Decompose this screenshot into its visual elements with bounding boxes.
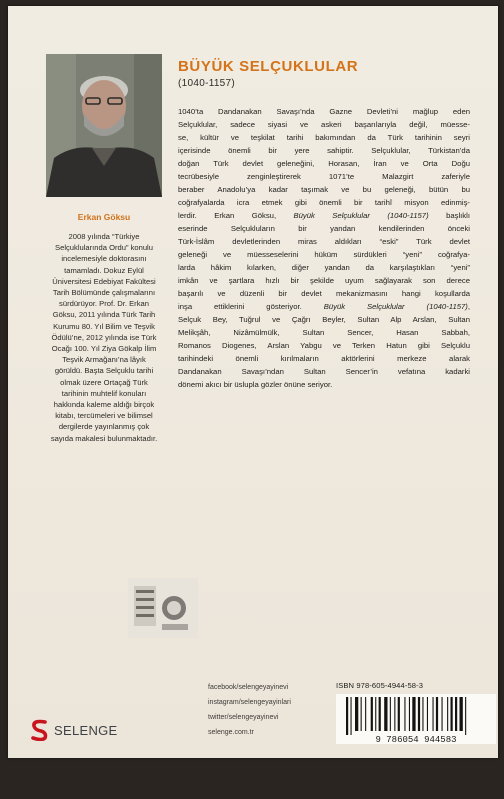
description-line: başarılı ve düzenli bir devlet mekanizmasını hangi koşullarda <box>178 289 470 298</box>
description-line: lerdir. Erkan Göksu, Büyük Selçuklular (1040-1157) başlıklı <box>178 211 470 220</box>
bio-line: sürdürüyor. Prof. Dr. Erkan <box>59 299 149 309</box>
description-line: doğan Türk devlet geleneğini, Horasan, İran ve Orta Doğu <box>178 159 470 168</box>
barcode-bar <box>390 697 391 731</box>
bio-line: Ocağı 100. Yıl Ziya Gökalp İlim <box>51 344 157 354</box>
bio-line: Ödülü’ne, 2012 yılında ise Türk <box>51 332 157 342</box>
description-line: coğrafyalarda icra etmek gibi önemli bir tarihî misyon edinmiş- <box>178 198 470 207</box>
publisher-name: SELENGE <box>54 722 118 738</box>
barcode-bar <box>433 697 434 731</box>
facebook-link: facebook/selengeyayinevi <box>208 684 289 691</box>
barcode-bar <box>422 697 423 731</box>
publisher-logo <box>30 718 118 742</box>
bio-line: tamamladı. Dokuz Eylül <box>64 265 144 275</box>
description-line: tarihindeki önemli kırılmaların aktörlerini merkeze alarak <box>178 354 470 363</box>
italic-book-title: Büyük Selçuklular (1040-1157) <box>293 211 429 220</box>
publisher-links <box>208 680 291 740</box>
twitter-link: twitter/selengeyayinevi <box>208 714 279 721</box>
description-line: Melikşâh, Nizâmülmülk, Sultan Sencer, Hasan Sabbah, <box>178 328 470 337</box>
bio-line: Teşvik Armağanı’na lâyık <box>62 355 146 365</box>
bio-line: Selçuklularında Ordu” konulu <box>55 243 153 253</box>
description-line: Türk-İslâm devletlerinden miras aldıkları “eski” Türk devlet <box>178 237 470 246</box>
bio-line: kitabı, tercümeleri ve bilimsel <box>55 411 153 421</box>
barcode-bar <box>379 697 381 731</box>
description-line: Romanos Diogenes, Arslan Yabgu ve Terken Hatun gibi Selçuklu <box>178 341 470 350</box>
barcode-digits: 9 786054 944583 <box>375 735 457 744</box>
selenge-logo-icon <box>30 719 50 741</box>
barcode-bar <box>451 697 453 731</box>
barcode-bar <box>409 697 410 731</box>
barcode-bar <box>447 697 448 731</box>
author-photo <box>46 54 162 197</box>
barcode-bar <box>394 697 395 731</box>
description-line: geleneği ve müesseselerini hüküm sürdükleri “yeni” coğrafya- <box>178 250 470 259</box>
barcode-bar <box>361 697 362 731</box>
description-line: beraber Anadolu’ya kadar taşımak ve bu geleneği, bütün bu <box>178 185 470 194</box>
barcode-bar <box>346 697 348 735</box>
bio-line: Kurumu 80. Yıl Bilim ve Teşvik <box>53 321 155 331</box>
book-title: BÜYÜK SELÇUKLULAR <box>178 58 359 75</box>
book-back-cover <box>8 6 498 758</box>
barcode-bar <box>427 697 428 731</box>
bio-line: 2008 yılında “Türkiye <box>68 232 140 241</box>
description-line: inşa ettiklerini gösteriyor. Büyük Selçuklular (1040-1157), <box>178 302 470 311</box>
barcode-bar <box>365 697 366 731</box>
description-line: eserinde Selçukluların bir yandan kendilerinden önceki <box>178 224 470 233</box>
isbn-barcode <box>336 694 496 744</box>
bio-line: hakkında kaleme aldığı birçok <box>53 400 155 410</box>
bio-line: sayıda makalesi bulunmaktadır. <box>50 433 158 443</box>
barcode-bar <box>460 697 463 731</box>
author-name: Erkan Göksu <box>77 212 131 222</box>
price-sticker <box>128 578 198 638</box>
description-line: Dandanakan Savaşı’ndan Sultan Sencer’in vefatına kadarki <box>178 367 470 376</box>
isbn-label: ISBN 978-605-4944-58-3 <box>336 681 424 690</box>
barcode-bar <box>418 697 420 731</box>
description-line: Selçuklular, sadece siyasi ve askeri başarılarıyla değil, müesse- <box>178 120 470 129</box>
author-bio <box>41 231 167 444</box>
barcode-bar <box>455 697 457 731</box>
barcode-bar <box>465 697 466 735</box>
bio-line: dergilerde yayınlanmış çok <box>58 422 150 432</box>
barcode-bar <box>384 697 387 731</box>
bio-line: incelemesiyle doktorasını <box>61 254 147 264</box>
barcode-bar <box>398 697 400 731</box>
bio-line: görüldü. Başta Selçuklu tarihi <box>54 366 154 376</box>
barcode-bar <box>375 697 376 731</box>
description-line: içerisinde önemli bir yere sahiptir. Selçuklular, Türkistan’da <box>178 146 470 155</box>
barcode-bar <box>442 697 443 731</box>
website-link: selenge.com.tr <box>208 729 254 736</box>
bio-line: Tarih Bölümünde çalışmalarını <box>52 288 156 298</box>
barcode-bar <box>404 697 405 731</box>
description-line: se, kültür ve teşkilat tarihi bakımından da Türk tarihinin seyri <box>178 133 470 142</box>
description-line: larda hâkim kılarken, diğer yandan da karşılaştıkları “yeni” <box>178 263 470 272</box>
author-portrait-image <box>46 54 162 197</box>
italic-book-title: Büyük Selçuklular (1040-1157) <box>323 302 468 311</box>
description-line: tecrübesiyle zenginleştirerek 1071’te Malazgirt zaferiyle <box>178 172 470 181</box>
description-line: imkân ve şartlara hızlı bir şekilde uyum sağlayarak son derece <box>178 276 470 285</box>
book-years: (1040-1157) <box>178 78 236 89</box>
description-line: dönemi akıcı bir üslupla gözler önüne seriyor. <box>178 380 333 389</box>
bio-line: Göksu, 2011 yılında Türk Tarih <box>52 310 156 320</box>
sticker-graphic <box>128 578 198 638</box>
instagram-link: instagram/selengeyayinlari <box>208 699 291 706</box>
barcode-bar <box>351 697 352 735</box>
barcode-bar <box>436 697 438 731</box>
bio-line: tarihinin muhtelif konuları <box>61 388 147 398</box>
bio-line: olmak üzere Ortaçağ Türk <box>60 377 148 387</box>
barcode-bar <box>355 697 358 731</box>
description-line: Selçuk Bey, Tuğrul ve Çağrı Beyler, Sultan Alp Arslan, Sultan <box>178 315 470 324</box>
description-line: 1040’ta Dandanakan Savaşı’nda Gazne Devleti’ni mağlup eden <box>178 107 470 116</box>
book-description <box>178 105 470 391</box>
barcode-bar <box>371 697 373 731</box>
barcode-bar <box>412 697 415 731</box>
bio-line: Üniversitesi Edebiyat Fakültesi <box>52 276 156 286</box>
